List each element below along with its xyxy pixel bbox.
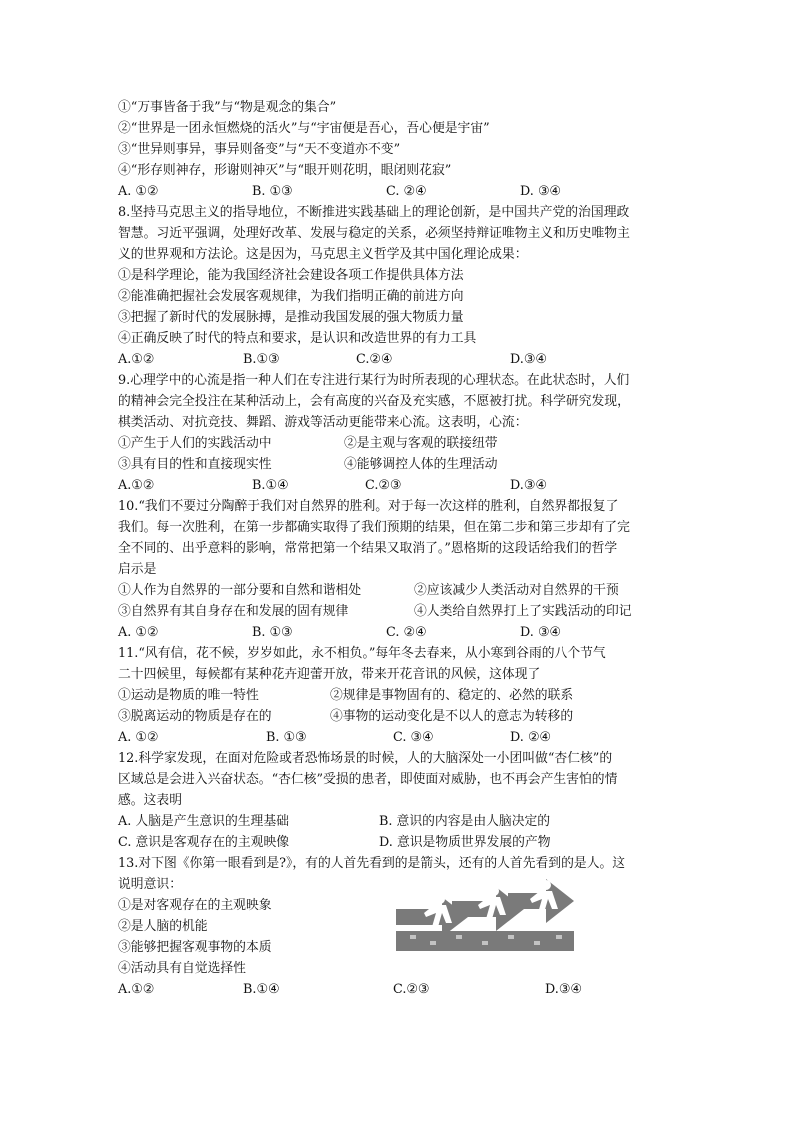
- q13-option-c: C.②③: [393, 982, 430, 997]
- q10-stem-3: 全不同的、出乎意料的影响，常常把第一个结果又取消了。”恩格斯的这段话给我们的哲学: [118, 541, 618, 556]
- q8-option-c: C.②④: [356, 352, 393, 367]
- q8-item-1: ①是科学理论，能为我国经济社会建设各项工作提供具体方法: [118, 268, 464, 283]
- q10-item-3: ③自然界有其自身存在和发展的固有规律: [118, 604, 349, 619]
- q12-option-a: A. 人脑是产生意识的生理基础: [118, 814, 289, 829]
- q8-stem-2: 智慧。习近平强调，处理好改革、发展与稳定的关系，必须坚持辩证唯物主义和历史唯物主: [118, 226, 630, 241]
- q10-option-a: A. ①②: [118, 625, 159, 640]
- q10-stem-1: 10.“我们不要过分陶醉于我们对自然界的胜利。对于每一次这样的胜利，自然界都报复了: [118, 499, 619, 514]
- q13-item-1: ①是对客观存在的主观映象: [118, 898, 272, 913]
- q13-item-2: ②是人脑的机能: [118, 919, 208, 934]
- pre-item-3: ③“世异则事异，事异则备变”与“天不变道亦不变”: [118, 142, 401, 157]
- q10-stem-2: 我们。每一次胜利，在第一步都确实取得了我们预期的结果，但在第二步和第三步却有了完: [118, 520, 630, 535]
- q8-item-3: ③把握了新时代的发展脉搏，是推动我国发展的强大物质力量: [118, 310, 464, 325]
- q11-stem-2: 二十四候里，每候都有某种花卉迎蕾开放，带来开花音讯的风候，这体现了: [118, 667, 541, 682]
- q10-item-2: ②应该减少人类活动对自然界的干预: [414, 583, 619, 598]
- q8-option-d: D.③④: [510, 352, 547, 367]
- q11-option-c: C. ③④: [393, 730, 434, 745]
- pre-option-a: A. ①②: [118, 184, 159, 199]
- q10-option-c: C. ②④: [386, 625, 427, 640]
- q11-item-1: ①运动是物质的唯一特性: [118, 688, 259, 703]
- q9-option-c: C.②③: [365, 478, 402, 493]
- q9-option-b: B.①④: [252, 478, 289, 493]
- q13-stem-2: 说明意识：: [118, 877, 182, 892]
- q9-stem-3: 棋类活动、对抗竞技、舞蹈、游戏等活动更能带来心流。这表明，心流：: [118, 415, 528, 430]
- q11-item-3: ③脱离运动的物质是存在的: [118, 709, 272, 724]
- q9-item-2: ②是主观与客观的联接纽带: [344, 436, 498, 451]
- pre-option-b: B. ①③: [252, 184, 293, 199]
- q11-option-b: B. ①③: [266, 730, 307, 745]
- q13-item-3: ③能够把握客观事物的本质: [118, 940, 272, 955]
- q8-option-a: A.①②: [118, 352, 155, 367]
- q11-stem-1: 11.“风有信，花不候，岁岁如此，永不相负。”每年冬去春来，从小寒到谷雨的八个节气: [118, 646, 606, 661]
- q8-stem-1: 8.坚持马克思主义的指导地位，不断推进实践基础上的理论创新，是中国共产党的治国理政: [118, 205, 630, 220]
- q11-option-a: A. ①②: [118, 730, 159, 745]
- q8-item-4: ④正确反映了时代的特点和要求，是认识和改造世界的有力工具: [118, 331, 477, 346]
- q10-item-4: ④人类给自然界打上了实践活动的印记: [414, 604, 632, 619]
- q8-option-b: B.①③: [243, 352, 280, 367]
- q13-option-a: A.①②: [118, 982, 155, 997]
- pre-option-d: D. ③④: [520, 184, 561, 199]
- q10-stem-4: 启示是: [118, 562, 157, 577]
- q8-stem-3: 义的世界观和方法论。这是因为，马克思主义哲学及其中国化理论成果：: [118, 247, 528, 262]
- q13-item-4: ④活动具有自觉选择性: [118, 961, 246, 976]
- q11-option-d: D. ②④: [510, 730, 551, 745]
- arrows-people-illusion-figure: [396, 879, 574, 951]
- q9-stem-2: 的精神会完全投注在某种活动上，会有高度的兴奋及充实感，不愿被打扰。科学研究发现，: [118, 394, 630, 409]
- q9-item-4: ④能够调控人体的生理活动: [344, 457, 498, 472]
- q13-option-d: D.③④: [545, 982, 582, 997]
- q12-stem-2: 区域总是会进入兴奋状态。“杏仁核”受损的患者，即使面对威胁，也不再会产生害怕的情: [118, 772, 618, 787]
- pre-item-2: ②“世界是一团永恒燃烧的活火”与“宇宙便是吾心，吾心便是宇宙”: [118, 121, 490, 136]
- q9-option-d: D.③④: [510, 478, 547, 493]
- q11-item-4: ④事物的运动变化是不以人的意志为转移的: [330, 709, 574, 724]
- pre-item-4: ④“形存则神存，形谢则神灭”与“眼开则花明，眼闭则花寂”: [118, 163, 452, 178]
- q10-item-1: ①人作为自然界的一部分要和自然和谐相处: [118, 583, 362, 598]
- q10-option-d: D. ③④: [520, 625, 561, 640]
- q12-stem-3: 感。这表明: [118, 793, 182, 808]
- q9-item-1: ①产生于人们的实践活动中: [118, 436, 272, 451]
- q13-option-b: B.①④: [243, 982, 280, 997]
- q12-option-c: C. 意识是客观存在的主观映像: [118, 835, 290, 850]
- q12-option-d: D. 意识是物质世界发展的产物: [379, 835, 551, 850]
- pre-item-1: ①“万事皆备于我”与“物是观念的集合”: [118, 100, 337, 115]
- pre-option-c: C. ②④: [386, 184, 427, 199]
- q9-item-3: ③具有目的性和直接现实性: [118, 457, 272, 472]
- q12-stem-1: 12.科学家发现，在面对危险或者恐怖场景的时候，人的大脑深处一小团叫做“杏仁核”的: [118, 751, 613, 766]
- q9-option-a: A.①②: [118, 478, 155, 493]
- q11-item-2: ②规律是事物固有的、稳定的、必然的联系: [330, 688, 574, 703]
- q12-option-b: B. 意识的内容是由人脑决定的: [379, 814, 551, 829]
- q8-item-2: ②能准确把握社会发展客观规律，为我们指明正确的前进方向: [118, 289, 464, 304]
- q9-stem-1: 9.心理学中的心流是指一种人们在专注进行某行为时所表现的心理状态。在此状态时，人们: [118, 373, 630, 388]
- q10-option-b: B. ①③: [252, 625, 293, 640]
- q13-stem-1: 13.对下图《你第一眼看到是?》，有的人首先看到的是箭头，还有的人首先看到的是人。这: [118, 856, 626, 871]
